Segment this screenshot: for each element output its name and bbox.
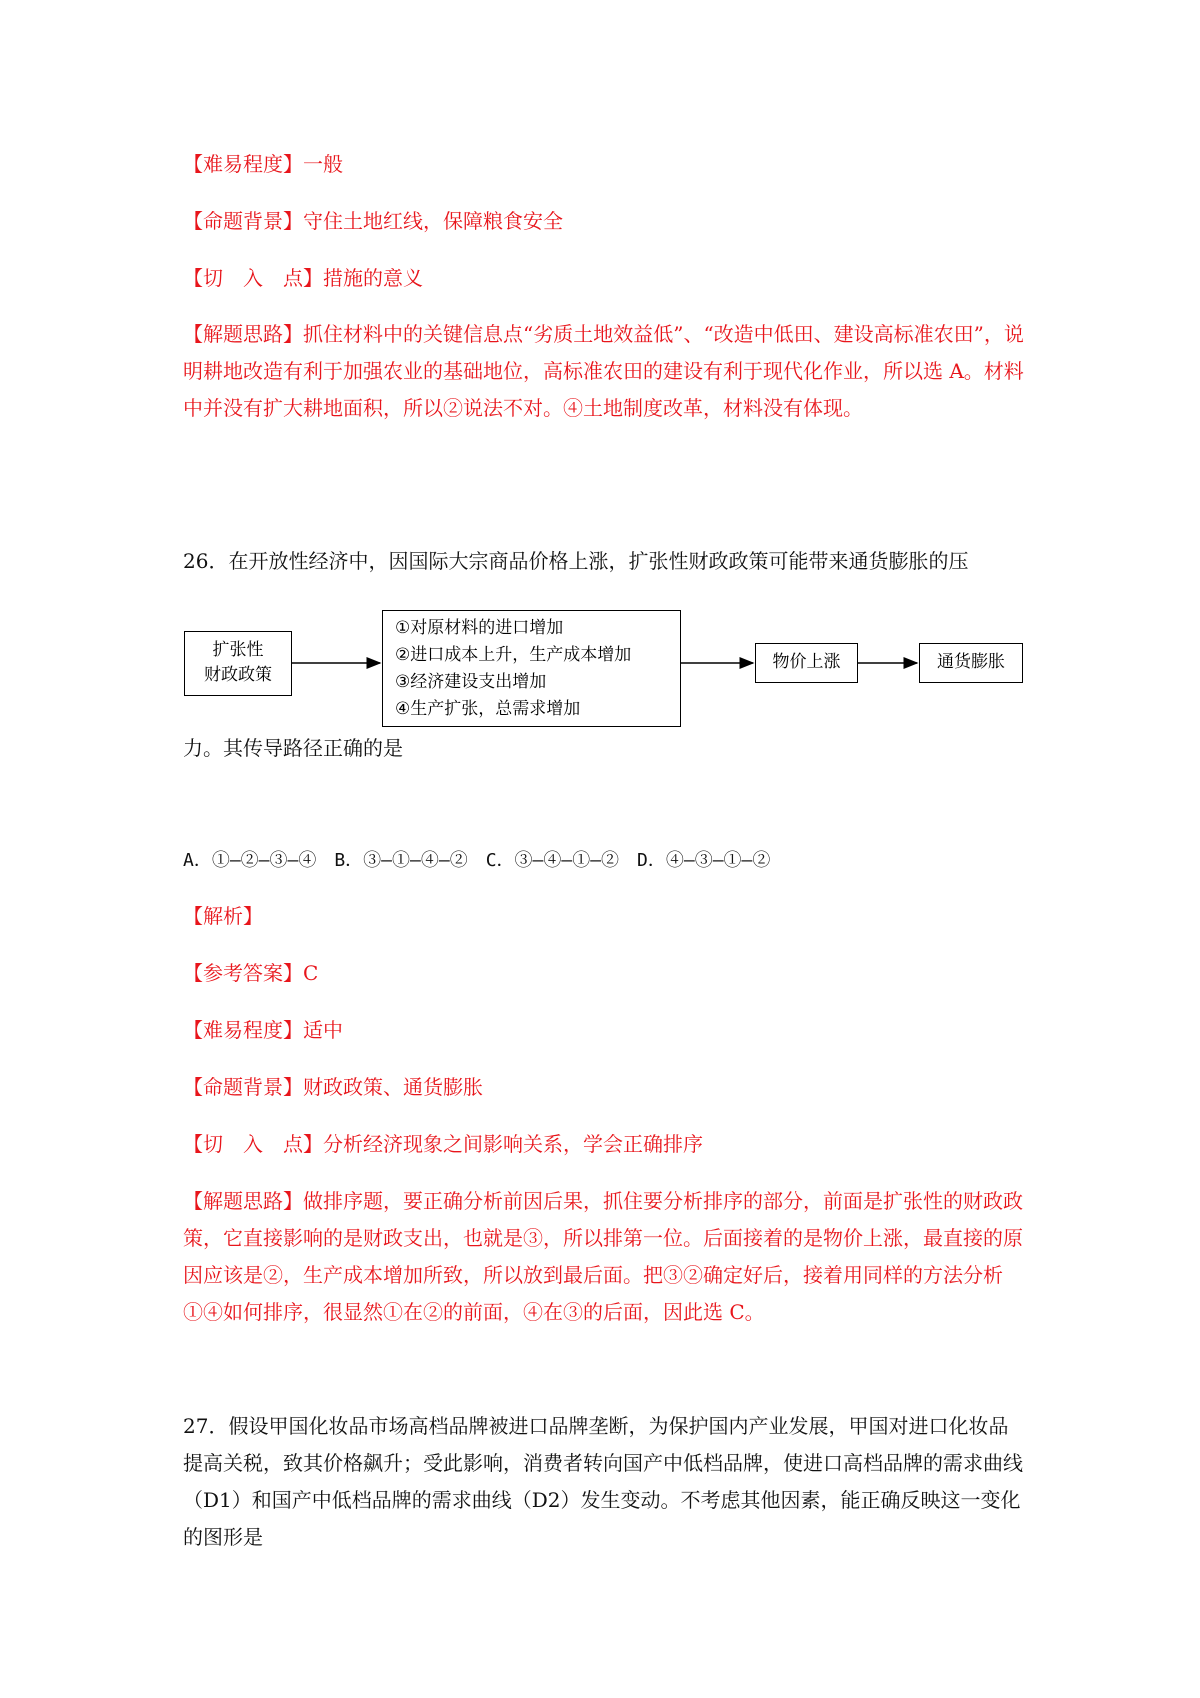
answer-line: 【参考答案】C — [183, 961, 319, 985]
flow-item-4: ④生产扩张，总需求增加 — [395, 699, 581, 719]
entry-point-line: 【切 入 点】措施的意义 — [183, 266, 423, 290]
box1-line1: 扩张性 — [212, 640, 264, 660]
box-fiscal-policy — [184, 631, 292, 696]
box-inflation — [919, 643, 1023, 683]
reasoning-paragraph: 【解题思路】抓住材料中的关键信息点“劣质土地效益低”、“改造中低田、建设高标准农田”，说明耕地改造有利于加强农业的基础地位，高标准农田的建设有利于现代化作业，所以选 A。材料中并没有扩大耕地面积，所以②说法不对。④土地制度改革，材料没有体现。 — [183, 322, 1024, 420]
q26-stem-part1: 26．在开放性经济中，因国际大宗商品价格上涨，扩张性财政政策可能带来通货膨胀的压 — [183, 549, 969, 573]
background-line: 【命题背景】守住土地红线，保障粮食安全 — [183, 209, 563, 233]
box-price-rise — [755, 643, 858, 683]
q26-reasoning-paragraph: 【解题思路】做排序题，要正确分析前因后果，抓住要分析排序的部分，前面是扩张性的财政政策，它直接影响的是财政支出，也就是③，所以排第一位。后面接着的是物价上涨，最直接的原因应该是②，生产成本增加所致，所以放到最后面。把③②确定好后，接着用同样的方法分析①④如何排序，很显然①在②的前面，④在③的后面，因此选 C。 — [183, 1189, 1023, 1324]
box3-label: 物价上涨 — [772, 652, 841, 672]
box-transmission-items — [382, 610, 681, 727]
q26-options: A．①—②—③—④ B．③—①—④—② C．③—④—①—② D．④—③—①—② — [183, 850, 771, 871]
q26-entry-point-line: 【切 入 点】分析经济现象之间影响关系，学会正确排序 — [183, 1132, 703, 1156]
flow-item-3: ③经济建设支出增加 — [395, 672, 547, 692]
analysis-label: 【解析】 — [183, 904, 263, 928]
flow-item-1: ①对原材料的进口增加 — [395, 618, 564, 638]
q26-difficulty-line: 【难易程度】适中 — [183, 1018, 343, 1042]
q26-background-line: 【命题背景】财政政策、通货膨胀 — [183, 1075, 483, 1099]
box4-label: 通货膨胀 — [937, 652, 1005, 672]
q26-stem-part2: 力。其传导路径正确的是 — [183, 736, 403, 760]
flow-item-2: ②进口成本上升，生产成本增加 — [395, 645, 632, 665]
q27-stem: 27．假设甲国化妆品市场高档品牌被进口品牌垄断，为保护国内产业发展，甲国对进口化妆品提高关税，致其价格飙升；受此影响，消费者转向国产中低档品牌，使进口高档品牌的需求曲线（D1）和国产中低档品牌的需求曲线（D2）发生变动。不考虑其他因素，能正确反映这一变化的图形是 — [183, 1414, 1023, 1549]
difficulty-line: 【难易程度】一般 — [183, 152, 343, 176]
box1-line2: 财政政策 — [204, 665, 272, 685]
